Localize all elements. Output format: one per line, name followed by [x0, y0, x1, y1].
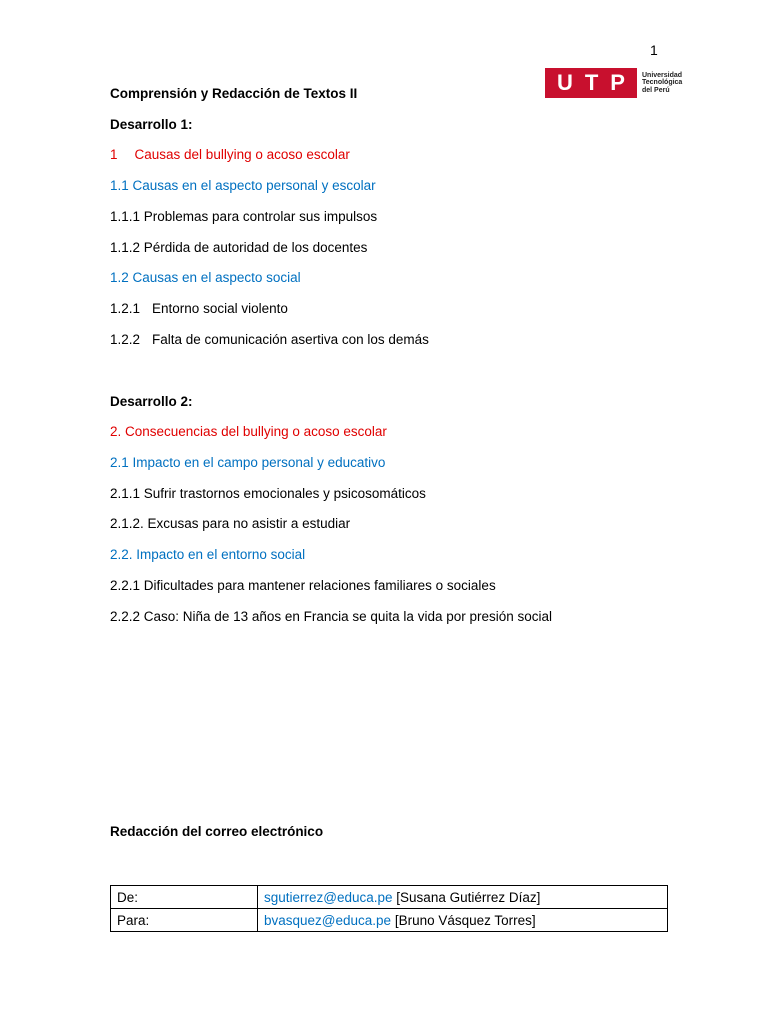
section-1-title: [110, 147, 350, 163]
to-name: [Bruno Vásquez Torres]: [394, 912, 536, 928]
from-label: De:: [111, 886, 258, 909]
logo-letter-p: P: [610, 70, 625, 95]
item-1-2-1-number: 1.2.1: [110, 301, 141, 316]
course-title: Comprensión y Redacción de Textos II: [110, 86, 358, 101]
item-1-2-1: [110, 301, 288, 317]
desarrollo-2-heading: Desarrollo 2:: [110, 394, 193, 409]
item-1-1-1: 1.1.1 Problemas para controlar sus impulsos: [110, 209, 378, 224]
item-2-2-2: 2.2.2 Caso: Niña de 13 años en Francia se quita la vida por presión social: [110, 609, 553, 624]
from-value: [258, 886, 668, 909]
item-1-2-2-number: 1.2.2: [110, 332, 141, 347]
item-2-2-1: 2.2.1 Dificultades para mantener relaciones familiares o sociales: [110, 578, 496, 593]
item-1-2-2-text: Falta de comunicación asertiva con los demás: [152, 332, 429, 347]
from-email[interactable]: sgutierrez@educa.pe: [264, 889, 393, 905]
section-2-title: 2. Consecuencias del bullying o acoso escolar: [110, 424, 387, 439]
logo-text-line-1: Universidad: [642, 71, 683, 79]
subsection-2-2: 2.2. Impacto en el entorno social: [110, 547, 306, 562]
item-1-2-2: [110, 332, 429, 348]
email-from-row: [111, 886, 668, 909]
subsection-1-2: 1.2 Causas en el aspecto social: [110, 270, 301, 285]
email-header-table: [110, 885, 668, 932]
to-email[interactable]: bvasquez@educa.pe: [264, 912, 392, 928]
logo-letter-u: U: [556, 70, 573, 95]
section-1-number: 1: [110, 147, 118, 162]
item-2-1-1: 2.1.1 Sufrir trastornos emocionales y psicosomáticos: [110, 486, 426, 501]
email-section-heading: Redacción del correo electrónico: [110, 824, 324, 839]
logo-text-line-2: Tecnológica: [642, 79, 683, 87]
utp-logo: [545, 68, 682, 98]
item-1-2-1-text: Entorno social violento: [152, 301, 288, 316]
desarrollo-1-heading: Desarrollo 1:: [110, 117, 193, 132]
subsection-1-1: 1.1 Causas en el aspecto personal y escolar: [110, 178, 376, 193]
to-label: Para:: [111, 909, 258, 932]
section-1-text: Causas del bullying o acoso escolar: [134, 147, 350, 162]
page-number: 1: [650, 42, 658, 58]
item-1-1-2: 1.1.2 Pérdida de autoridad de los docentes: [110, 240, 368, 255]
utp-logo-text: [642, 72, 682, 95]
email-to-row: [111, 909, 668, 932]
from-name: [Susana Gutiérrez Díaz]: [396, 889, 541, 905]
to-value: [258, 909, 668, 932]
subsection-2-1: 2.1 Impacto en el campo personal y educativo: [110, 455, 386, 470]
logo-text-line-3: del Perú: [642, 86, 670, 94]
utp-logo-mark: [545, 68, 637, 98]
logo-letter-t: T: [584, 70, 599, 95]
item-2-1-2: 2.1.2. Excusas para no asistir a estudiar: [110, 516, 351, 531]
